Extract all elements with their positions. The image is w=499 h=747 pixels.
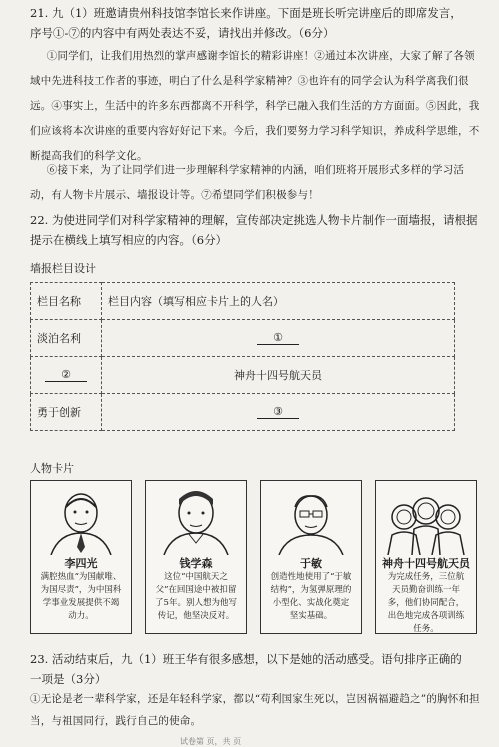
card-description: 满腔热血“为国献唯、为国尽责”，为中国科学事业发展提供不竭动力。	[40, 572, 122, 621]
board-design-table	[30, 282, 455, 431]
table-header-row	[31, 283, 455, 320]
card-description: 为完成任务，三位航天员勤奋训练一年多，他们协同配合，出色地完成各项训练任务。	[387, 572, 465, 634]
person-card	[30, 480, 132, 634]
board-design-label: 墙报栏目设计	[30, 262, 96, 275]
table-cell-column-name: 勇于创新	[31, 394, 102, 431]
card-name: 于敏	[300, 557, 322, 570]
table-cell-column-name: 淡泊名利	[31, 320, 102, 357]
card-name: 李四光	[64, 557, 98, 570]
portrait-qian-xuesen-icon	[154, 487, 238, 555]
q21-paragraph-2: ⑥接下来，为了让同学们进一步理解科学家精神的内涵，咱们班将开展形式多样的学习活动，有人物卡片展示、墙报设计等。⑦希望同学们积极参与！	[30, 164, 465, 201]
card-description: 创造性地使用了“于敏结构”，为氢弹原理的小型化、实战化奠定坚实基础。	[270, 572, 352, 621]
q23-paragraph-1: ①无论是老一辈科学家，还是年轻科学家，都以“苟利国家生死以，岂因祸福避趋之”的胸怀和担当，与祖国同行，践行自己的使命。	[30, 693, 480, 727]
q23-stem-line1: 23. 活动结束后，九（1）班王华有很多感想，以下是她的活动感受。语句排序正确的	[30, 652, 462, 666]
table-cell-content: 神舟十四号航天员	[102, 357, 455, 394]
person-card	[260, 480, 362, 634]
table-row	[31, 357, 455, 394]
page-footer: 试卷第 页，共 页	[180, 737, 242, 746]
q21-paragraph-1: ①同学们，让我们用热烈的掌声感谢李馆长的精彩讲座！②通过本次讲座，大家了解了各领域中先进科技工作者的事迹，明白了什么是科学家精神？③也许有的同学会认为科学离我们很远。④事实上，生活中的许多东西都离不开科学，科学已融入我们生活的方方面面。⑤因此，我们应该将本次讲座的重要内容好好记下来。今后，我们要努力学习科学知识，养成科学思维，不断提高我们的科学文化。	[30, 50, 480, 162]
answer-blank-2[interactable]: ②	[45, 368, 87, 382]
table-header-cell: 栏目内容（填写相应卡片上的人名）	[102, 283, 455, 320]
q23-stem-line2: 一项是（3分）	[30, 672, 107, 686]
person-card	[375, 480, 477, 634]
answer-blank-1[interactable]: ①	[257, 331, 299, 345]
card-description: 这位“中国航天之父”在回国途中被扣留了5年。别人想为他写传记，他坚决反对。	[155, 572, 237, 621]
table-row	[31, 320, 455, 357]
table-cell-content	[102, 320, 455, 357]
q22-stem: 22. 为使进同学们对科学家精神的理解，宣传部决定挑选人物卡片制作一面墙报，请根据提示在横线上填写相应的内容。（6分）	[30, 213, 478, 247]
table-header-cell: 栏目名称	[31, 283, 102, 320]
portrait-yu-min-icon	[269, 487, 353, 555]
person-cards	[30, 480, 480, 635]
portrait-li-siguang-icon	[39, 487, 123, 555]
q21-stem-line2: 序号①-⑦的内容中有两处表达不妥，请找出并修改。（6分）	[30, 26, 335, 40]
answer-blank-3[interactable]: ③	[257, 405, 299, 419]
table-cell-column-name	[31, 357, 102, 394]
portrait-astronauts-icon	[384, 487, 468, 555]
person-cards-label: 人物卡片	[30, 462, 74, 475]
card-name: 钱学森	[179, 557, 213, 570]
table-row	[31, 394, 455, 431]
card-name: 神舟十四号航天员	[382, 557, 470, 570]
person-card	[145, 480, 247, 634]
q21-stem-line1: 21. 九（1）班邀请贵州科技馆李馆长来作讲座。下面是班长听完讲座后的即席发言，	[30, 6, 462, 20]
table-cell-content	[102, 394, 455, 431]
